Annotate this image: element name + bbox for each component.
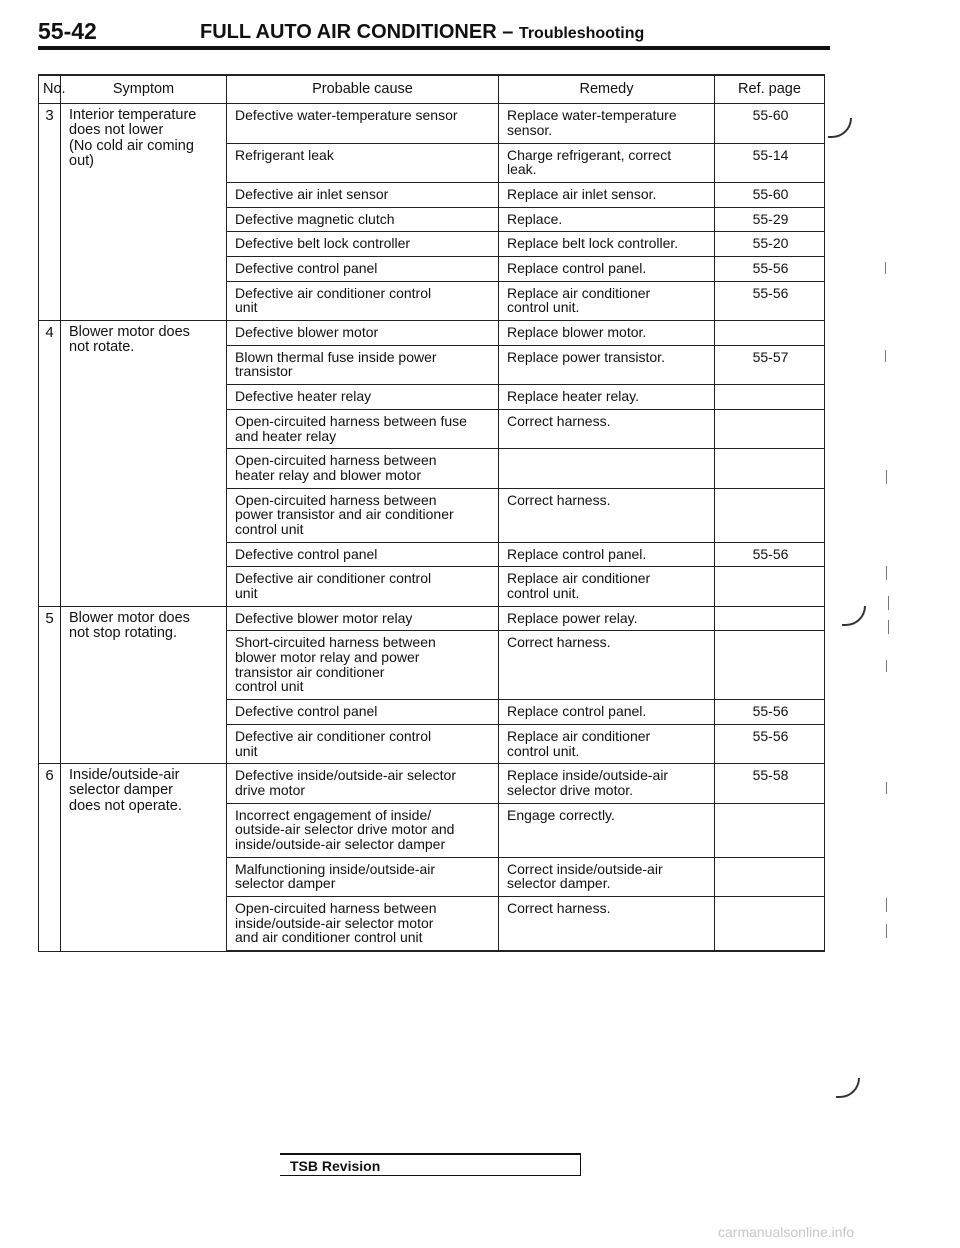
cause-text: Defective belt lock controller bbox=[235, 235, 411, 252]
remedy-cell bbox=[499, 606, 715, 631]
ref-page-text: 55-56 bbox=[752, 727, 789, 744]
remedy-cell bbox=[499, 764, 715, 803]
cause-cell bbox=[227, 857, 499, 896]
remedy-text: Replace power relay. bbox=[507, 609, 638, 626]
remedy-text: Correct harness. bbox=[507, 634, 611, 651]
ref-page-text: 55-56 bbox=[752, 703, 789, 720]
title-subtitle: Troubleshooting bbox=[518, 25, 645, 42]
remedy-cell bbox=[499, 449, 715, 488]
remedy-text: Replace. bbox=[507, 210, 563, 227]
symptom-cell bbox=[61, 321, 227, 607]
binding-mark bbox=[842, 606, 866, 626]
table-row bbox=[39, 321, 825, 346]
remedy-cell bbox=[499, 631, 715, 700]
page-number: 55-42 bbox=[38, 18, 97, 44]
cause-text: Incorrect engagement of inside/ outside-air selector drive motor and inside/outside-air selector damper bbox=[235, 806, 455, 852]
header-rule bbox=[38, 46, 830, 50]
remedy-text: Replace belt lock controller. bbox=[507, 235, 679, 252]
cause-cell bbox=[227, 897, 499, 952]
cause-text: Open-circuited harness between power transistor and air conditioner control unit bbox=[235, 491, 454, 537]
cause-cell bbox=[227, 345, 499, 384]
ref-page-text: 55-56 bbox=[752, 545, 789, 562]
ref-page-cell bbox=[715, 488, 825, 542]
remedy-cell bbox=[499, 281, 715, 320]
cause-text: Open-circuited harness between inside/outside-air selector motor and air conditioner control unit bbox=[235, 900, 437, 946]
remedy-cell bbox=[499, 567, 715, 606]
ref-page-text: 55-57 bbox=[752, 348, 789, 365]
ref-page-cell bbox=[715, 257, 825, 282]
cause-text: Defective air conditioner control unit bbox=[235, 727, 432, 759]
cause-text: Defective magnetic clutch bbox=[235, 210, 395, 227]
ref-page-text: 55-58 bbox=[752, 767, 789, 784]
symptom-text: Inside/outside-air selector damper does not operate. bbox=[69, 767, 182, 814]
remedy-cell bbox=[499, 207, 715, 232]
ref-page-cell bbox=[715, 143, 825, 182]
cause-cell bbox=[227, 803, 499, 857]
ref-page-text: 55-56 bbox=[752, 260, 789, 277]
binding-mark bbox=[828, 118, 852, 138]
remedy-cell bbox=[499, 182, 715, 207]
scan-mark bbox=[888, 620, 889, 634]
ref-page-cell bbox=[715, 857, 825, 896]
remedy-text: Correct harness. bbox=[507, 412, 611, 429]
symptom-cell bbox=[61, 606, 227, 764]
cause-cell bbox=[227, 182, 499, 207]
remedy-cell bbox=[499, 385, 715, 410]
cause-text: Short-circuited harness between blower motor relay and power transistor air conditioner control unit bbox=[235, 634, 436, 695]
remedy-text: Replace air conditioner control unit. bbox=[507, 570, 651, 602]
ref-page-cell bbox=[715, 567, 825, 606]
ref-page-cell bbox=[715, 764, 825, 803]
ref-page-cell bbox=[715, 724, 825, 763]
ref-page-text: 55-60 bbox=[752, 107, 789, 124]
symptom-cell bbox=[61, 104, 227, 321]
remedy-text: Replace air conditioner control unit. bbox=[507, 727, 651, 759]
ref-page-text: 55-60 bbox=[752, 185, 789, 202]
scan-mark bbox=[886, 566, 887, 580]
cause-cell bbox=[227, 104, 499, 143]
tsb-revision-label: TSB Revision bbox=[290, 1158, 381, 1174]
cause-cell bbox=[227, 385, 499, 410]
remedy-cell bbox=[499, 232, 715, 257]
cause-cell bbox=[227, 207, 499, 232]
col-header-symptom: Symptom bbox=[61, 75, 227, 104]
cause-cell bbox=[227, 606, 499, 631]
scan-mark bbox=[886, 924, 887, 938]
table-row bbox=[39, 104, 825, 143]
cause-cell bbox=[227, 631, 499, 700]
remedy-text: Replace control panel. bbox=[507, 545, 647, 562]
symptom-number: 4 bbox=[39, 321, 61, 607]
cause-text: Defective heater relay bbox=[235, 388, 372, 405]
table-row bbox=[39, 764, 825, 803]
ref-page-text: 55-14 bbox=[752, 146, 789, 163]
scan-mark bbox=[886, 782, 887, 794]
ref-page-text: 55-56 bbox=[752, 284, 789, 301]
remedy-cell bbox=[499, 257, 715, 282]
remedy-text: Replace water-temperature sensor. bbox=[507, 107, 677, 138]
scan-mark bbox=[886, 898, 887, 912]
cause-cell bbox=[227, 700, 499, 725]
col-header-cause: Probable cause bbox=[227, 75, 499, 104]
ref-page-cell bbox=[715, 803, 825, 857]
ref-page-cell bbox=[715, 207, 825, 232]
symptom-number: 5 bbox=[39, 606, 61, 764]
cause-text: Defective control panel bbox=[235, 260, 378, 277]
cause-text: Defective air inlet sensor bbox=[235, 185, 389, 202]
ref-page-cell bbox=[715, 409, 825, 448]
remedy-text: Replace control panel. bbox=[507, 260, 647, 277]
ref-page-cell bbox=[715, 232, 825, 257]
symptom-number: 3 bbox=[39, 104, 61, 321]
cause-text: Defective control panel bbox=[235, 545, 378, 562]
remedy-cell bbox=[499, 409, 715, 448]
ref-page-cell bbox=[715, 321, 825, 346]
col-header-remedy: Remedy bbox=[499, 75, 715, 104]
symptom-cell bbox=[61, 764, 227, 951]
ref-page-cell bbox=[715, 631, 825, 700]
col-header-ref: Ref. page bbox=[715, 75, 825, 104]
binding-mark bbox=[836, 1078, 860, 1098]
remedy-text: Charge refrigerant, correct leak. bbox=[507, 146, 672, 178]
cause-cell bbox=[227, 542, 499, 567]
cause-cell bbox=[227, 281, 499, 320]
cause-text: Open-circuited harness between fuse and heater relay bbox=[235, 412, 467, 444]
ref-page-cell bbox=[715, 897, 825, 952]
title-main: FULL AUTO AIR CONDITIONER bbox=[200, 21, 497, 43]
cause-cell bbox=[227, 488, 499, 542]
scan-mark bbox=[885, 350, 886, 362]
remedy-text: Correct inside/outside-air selector damper. bbox=[507, 860, 663, 892]
remedy-cell bbox=[499, 321, 715, 346]
cause-text: Blown thermal fuse inside power transistor bbox=[235, 348, 437, 380]
cause-text: Malfunctioning inside/outside-air selector damper bbox=[235, 860, 435, 892]
remedy-cell bbox=[499, 104, 715, 143]
remedy-cell bbox=[499, 724, 715, 763]
ref-page-cell bbox=[715, 606, 825, 631]
ref-page-cell bbox=[715, 449, 825, 488]
ref-page-cell bbox=[715, 281, 825, 320]
scan-mark bbox=[888, 596, 889, 610]
remedy-cell bbox=[499, 488, 715, 542]
cause-cell bbox=[227, 232, 499, 257]
ref-page-cell bbox=[715, 700, 825, 725]
ref-page-cell bbox=[715, 345, 825, 384]
cause-text: Defective control panel bbox=[235, 703, 378, 720]
ref-page-cell bbox=[715, 385, 825, 410]
remedy-cell bbox=[499, 542, 715, 567]
remedy-text: Replace inside/outside-air selector drive motor. bbox=[507, 767, 669, 798]
cause-text: Defective water-temperature sensor bbox=[235, 107, 458, 124]
remedy-cell bbox=[499, 857, 715, 896]
cause-cell bbox=[227, 321, 499, 346]
symptom-text: Blower motor does not rotate. bbox=[69, 324, 190, 356]
ref-page-cell bbox=[715, 182, 825, 207]
cause-cell bbox=[227, 449, 499, 488]
cause-text: Defective air conditioner control unit bbox=[235, 284, 432, 316]
ref-page-text: 55-29 bbox=[752, 210, 789, 227]
scan-mark bbox=[885, 262, 886, 274]
remedy-text: Correct harness. bbox=[507, 491, 611, 508]
remedy-text: Replace air inlet sensor. bbox=[507, 185, 657, 202]
cause-text: Open-circuited harness between heater relay and blower motor bbox=[235, 452, 437, 483]
page-header bbox=[38, 18, 830, 48]
remedy-text: Engage correctly. bbox=[507, 806, 615, 823]
page-title bbox=[200, 21, 644, 44]
remedy-text: Replace heater relay. bbox=[507, 388, 640, 405]
ref-page-cell bbox=[715, 104, 825, 143]
col-header-no: No. bbox=[39, 75, 61, 104]
remedy-text: Replace control panel. bbox=[507, 703, 647, 720]
watermark: carmanualsonline.info bbox=[718, 1224, 855, 1240]
cause-text: Defective blower motor bbox=[235, 324, 379, 341]
remedy-text: Correct harness. bbox=[507, 900, 611, 917]
symptom-number: 6 bbox=[39, 764, 61, 951]
remedy-cell bbox=[499, 345, 715, 384]
remedy-text: Replace air conditioner control unit. bbox=[507, 284, 651, 316]
symptom-text: Interior temperature does not lower (No cold air coming out) bbox=[69, 107, 197, 169]
remedy-cell bbox=[499, 897, 715, 952]
cause-text: Refrigerant leak bbox=[235, 146, 334, 163]
cause-cell bbox=[227, 764, 499, 803]
cause-cell bbox=[227, 409, 499, 448]
cause-text: Defective air conditioner control unit bbox=[235, 570, 432, 602]
title-separator: – bbox=[502, 21, 514, 43]
troubleshooting-table bbox=[38, 74, 825, 952]
cause-cell bbox=[227, 567, 499, 606]
table-row bbox=[39, 606, 825, 631]
cause-text: Defective inside/outside-air selector drive motor bbox=[235, 767, 456, 798]
table-body bbox=[39, 104, 825, 951]
cause-text: Defective blower motor relay bbox=[235, 609, 413, 626]
cause-cell bbox=[227, 724, 499, 763]
symptom-text: Blower motor does not stop rotating. bbox=[69, 609, 190, 641]
cause-cell bbox=[227, 143, 499, 182]
remedy-text: Replace blower motor. bbox=[507, 324, 647, 341]
remedy-cell bbox=[499, 143, 715, 182]
scan-mark bbox=[886, 660, 887, 672]
ref-page-cell bbox=[715, 542, 825, 567]
ref-page-text: 55-20 bbox=[752, 235, 789, 252]
table-header-row bbox=[39, 75, 825, 104]
remedy-cell bbox=[499, 803, 715, 857]
cause-cell bbox=[227, 257, 499, 282]
remedy-text: Replace power transistor. bbox=[507, 348, 665, 365]
remedy-cell bbox=[499, 700, 715, 725]
scan-mark bbox=[886, 470, 887, 484]
